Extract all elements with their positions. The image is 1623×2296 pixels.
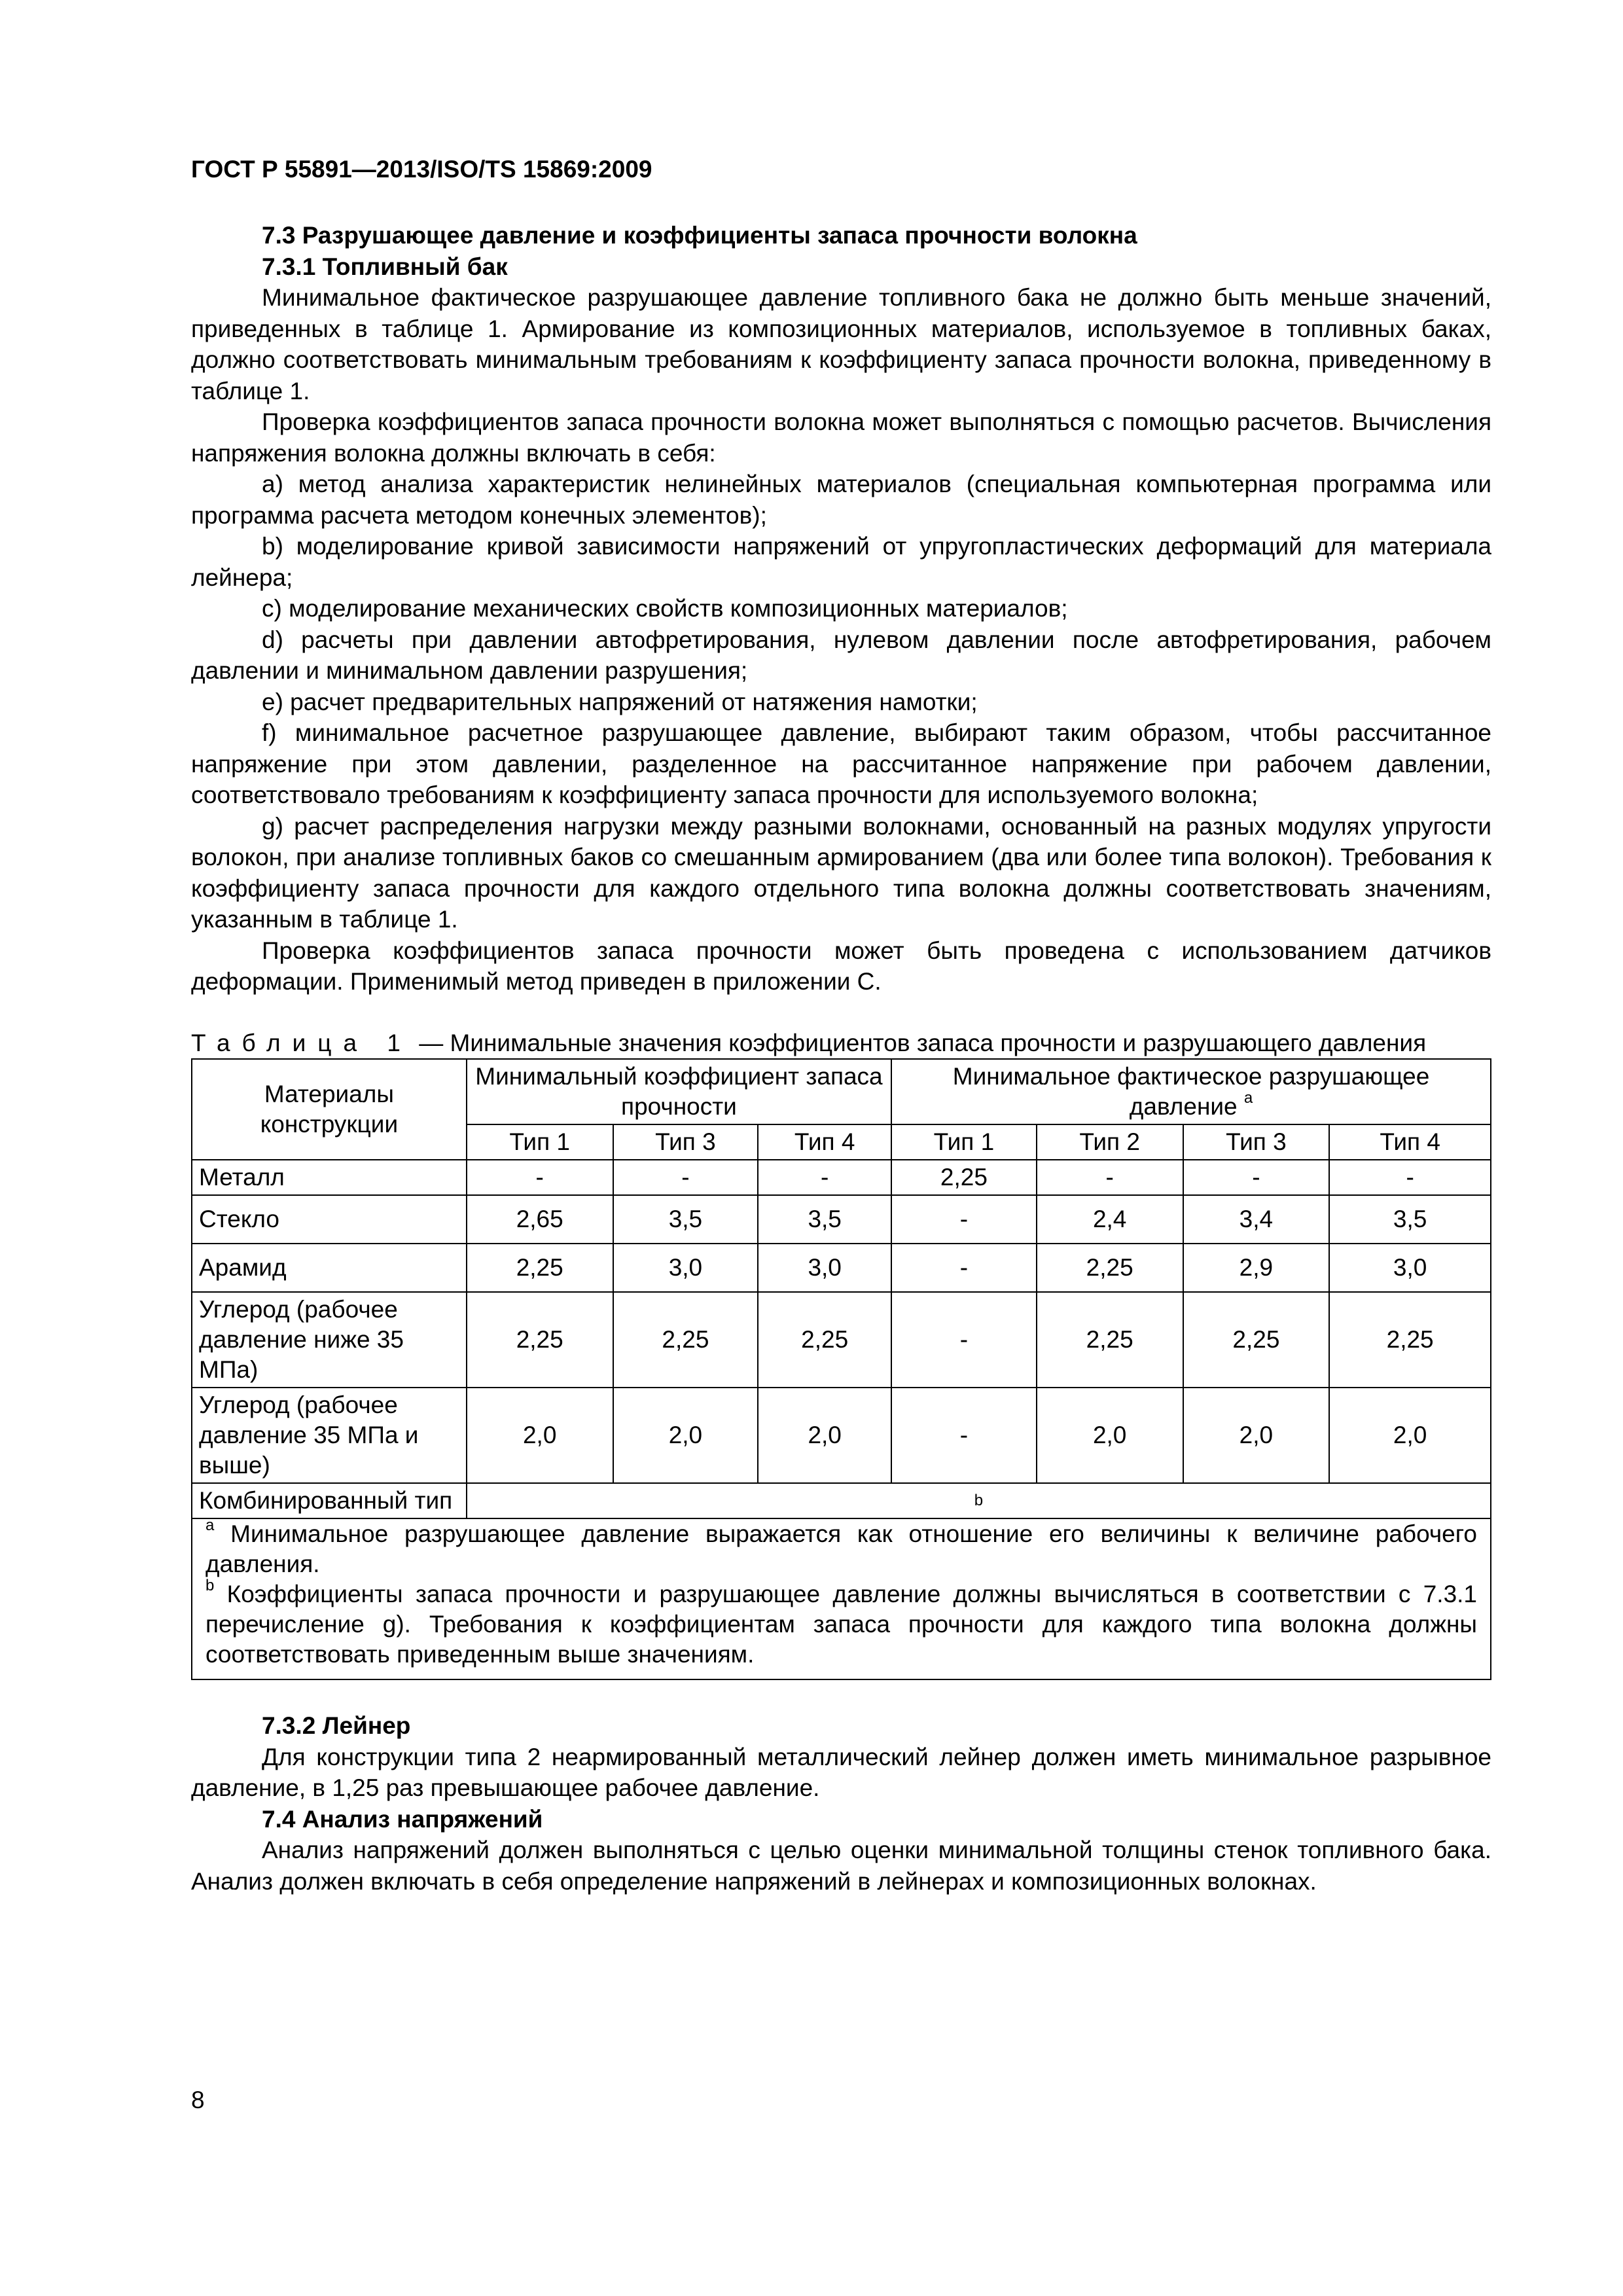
footnote-cell [192,1518,1491,1679]
list-item-b: b) моделирование кривой зависимости напряжений от упругопластических деформаций для материала лейнера; [191,533,1491,591]
table-cell: 2,25 [1183,1292,1330,1388]
table-cell: - [891,1244,1037,1292]
table-row-combined [192,1483,1491,1518]
paragraph: Проверка коэффициентов запаса прочности может быть проведена с использованием датчиков деформации. Применимый метод приведен в приложении C. [191,937,1491,995]
table-row [192,1244,1491,1292]
footnote-b-text: Коэффициенты запаса прочности и разрушающее давление должны вычисляться в соответствии с 7.3.1 перечисление g). Требования к коэффициентам запаса прочности для каждого типа волокна должны соответствовать приведенным выше значениям. [205,1581,1478,1668]
table-header-row [192,1059,1491,1124]
footnote-a-mark: a [205,1516,215,1534]
table-cell: 2,25 [467,1244,613,1292]
table-cell: 2,25 [1037,1244,1183,1292]
table-cell: 3,0 [1329,1244,1491,1292]
header-group-burst-pressure-text: Минимальное фактическое разрушающее давление [952,1063,1430,1120]
table-cell: 3,0 [758,1244,891,1292]
subheader-cell: Тип 1 [467,1124,613,1160]
table-cell: 3,5 [758,1195,891,1244]
row-material: Стекло [192,1195,467,1244]
table-caption-text: — Минимальные значения коэффициентов запаса прочности и разрушающего давления [412,1029,1427,1056]
table-row [192,1160,1491,1195]
subheader-cell: Тип 3 [1183,1124,1330,1160]
section-7-3-1-title: 7.3.1 Топливный бак [262,253,508,280]
table-cell: 2,0 [1329,1388,1491,1483]
table-row [192,1292,1491,1388]
table-cell: 3,4 [1183,1195,1330,1244]
list-item-g: g) расчет распределения нагрузки между разными волокнами, основанный на разных модулях упругости волокон, при анализе топливных баков со смешанным армированием (два или более типа волокон). Требования к коэффициенту запаса прочности для каждого отдельного типа волокна должны соответствовать значениям, указанным в таблице 1. [191,812,1491,933]
table-cell: 2,0 [1183,1388,1330,1483]
table-cell: - [467,1160,613,1195]
table-cell: 2,25 [1329,1292,1491,1388]
header-materials: Материалы конструкции [192,1059,467,1160]
table-cell: 3,5 [1329,1195,1491,1244]
data-table [191,1058,1491,1680]
list-item-f: f) минимальное расчетное разрушающее давление, выбирают таким образом, чтобы рассчитанное напряжение при этом давлении, разделенное на рассчитанное напряжение при рабочем давлении, соответствовало требованиям к коэффициенту запаса прочности для используемого волокна; [191,719,1491,808]
row-material: Металл [192,1160,467,1195]
table-cell: 2,0 [613,1388,758,1483]
list-item-e: e) расчет предварительных напряжений от натяжения намотки; [262,688,978,715]
footnote-b-mark: b [205,1577,215,1594]
table-caption-label: Таблица 1 [191,1029,412,1056]
row-material: Углерод (рабочее давление 35 МПа и выше) [192,1388,467,1483]
paragraph: Минимальное фактическое разрушающее давление топливного бака не должно быть меньше значений, приведенных в таблице 1. Армирование из композиционных материалов, используемое в топливных баках, должно соответствовать минимальным требованиям к коэффициенту запаса прочности волокна, приведенному в таблице 1. [191,284,1491,404]
table-cell: - [613,1160,758,1195]
table-cell: - [891,1292,1037,1388]
paragraph: Анализ напряжений должен выполняться с целью оценки минимальной толщины стенок топливного бака. Анализ должен включать в себя определение напряжений в лейнерах и композиционных волокнах. [191,1837,1491,1895]
subheader-cell: Тип 4 [758,1124,891,1160]
table-cell: 3,0 [613,1244,758,1292]
table-cell: 2,0 [1037,1388,1183,1483]
section-7-4-title: 7.4 Анализ напряжений [262,1805,543,1833]
section-7-3-title: 7.3 Разрушающее давление и коэффициенты запаса прочности волокна [262,222,1137,249]
subheader-cell: Тип 2 [1037,1124,1183,1160]
footnote-a [205,1516,1477,1579]
header-group-safety-factor: Минимальный коэффициент запаса прочности [467,1059,891,1124]
table-cell: 2,25 [613,1292,758,1388]
subheader-cell: Тип 1 [891,1124,1037,1160]
footnote-b [205,1579,1477,1670]
table-caption [191,1028,1491,1059]
table-cell: 2,0 [758,1388,891,1483]
header-group-burst-pressure [891,1059,1491,1124]
table-cell: 2,65 [467,1195,613,1244]
footnote-ref-a: a [1243,1089,1253,1107]
table-cell: - [1037,1160,1183,1195]
footnote-a-text: Минимальное разрушающее давление выражается как отношение его величины к величине рабочего давления. [205,1520,1477,1577]
table-cell: 2,25 [758,1292,891,1388]
section-7-3-2-title: 7.3.2 Лейнер [262,1712,411,1739]
table-row [192,1195,1491,1244]
list-item-d: d) расчеты при давлении автофретирования, нулевом давлении после автофретирования, рабочем давлении и минимальном давлении разрушения; [191,626,1491,684]
table-footnotes [192,1518,1491,1679]
row-material: Углерод (рабочее давление ниже 35 МПа) [192,1292,467,1388]
table-cell: - [1329,1160,1491,1195]
table-cell: - [891,1388,1037,1483]
row-material: Комбинированный тип [192,1483,467,1518]
table-cell: 2,25 [1037,1292,1183,1388]
document-header: ГОСТ Р 55891—2013/ISO/TS 15869:2009 [191,156,652,183]
table-cell: - [891,1195,1037,1244]
list-item-c: c) моделирование механических свойств композиционных материалов; [262,595,1068,622]
document-body [191,220,1491,1897]
table-cell: 2,25 [467,1292,613,1388]
page-number: 8 [191,2087,205,2113]
paragraph: Проверка коэффициентов запаса прочности волокна может выполняться с помощью расчетов. Вычисления напряжения волокна должны включать в себя: [191,408,1491,467]
table-row [192,1388,1491,1483]
table-cell: - [758,1160,891,1195]
footnote-ref-b: b [467,1483,1491,1518]
table-cell: - [1183,1160,1330,1195]
table-cell: 2,0 [467,1388,613,1483]
table-cell: 2,25 [891,1160,1037,1195]
table-cell: 2,4 [1037,1195,1183,1244]
table-cell: 2,9 [1183,1244,1330,1292]
subheader-cell: Тип 3 [613,1124,758,1160]
subheader-cell: Тип 4 [1329,1124,1491,1160]
paragraph: Для конструкции типа 2 неармированный металлический лейнер должен иметь минимальное разрывное давление, в 1,25 раз превышающее рабочее давление. [191,1743,1491,1801]
table-cell: 3,5 [613,1195,758,1244]
list-item-a: a) метод анализа характеристик нелинейных материалов (специальная компьютерная программа или программа расчета методом конечных элементов); [191,471,1491,529]
row-material: Арамид [192,1244,467,1292]
